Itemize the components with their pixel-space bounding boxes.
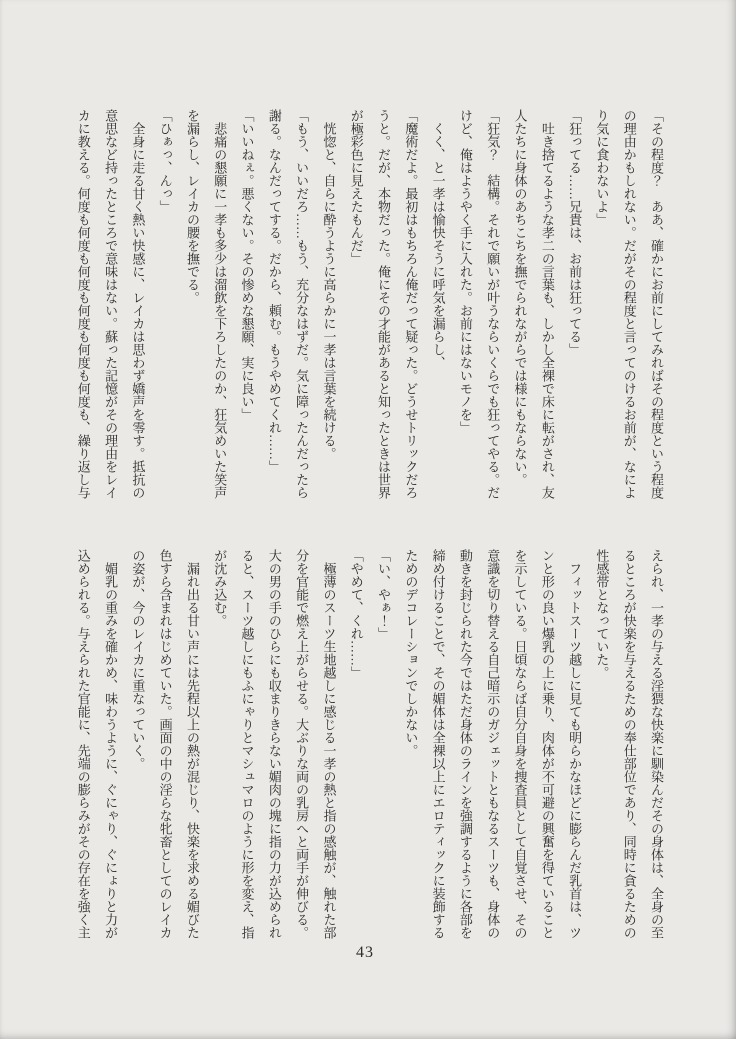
paragraph: フィットスーツ越しに見ても明らかなほどに膨らんだ乳首は、ツンと形の良い爆乳の上に乗り、肉体が不可避の興奮を得ていることを示している。日頃ならば自分自身を捜査員として自覚させ、その意識を切り替える自己暗示のガジェットともなるスーツも、身体の動きを封じられた今ではただ身体のラインを強調するように各部を締め付けることで、その媚体は全裸以上にエロティックに装飾するためのデコレーションでしかない。 (403, 549, 583, 939)
paragraph: 恍惚と、自らに酔うように高らかに一孝は言葉を続ける。 (321, 122, 337, 460)
paragraph: 「狂気？ 結構。それで願いが叶うならいくらでも狂ってやる。だけど、俺はようやく手に入れた。お前にはないモノを」 (457, 109, 501, 499)
paragraph: 「ひぁっ、んっ」 (157, 109, 173, 213)
paragraph: 「いいねぇ。悪くない。その惨めな懇願、実に良い」 (239, 109, 255, 421)
text-block-top (66, 109, 670, 500)
paragraph: 「やめて、くれ……」 (348, 549, 364, 679)
paragraph: 「狂ってる……兄貴は、お前は狂ってる」 (567, 109, 583, 356)
paragraph: 「その程度？ ああ、確かにお前にしてみればその程度という程度の理由かもしれない。だがその程度と言ってのけるお前が、なにより気に食わないよ」 (594, 109, 664, 499)
paragraph: 極薄のスーツ生地越しに感じる一孝の熱と指の感触が、触れた部分を官能で燃え上がらせる。大ぶりな両の乳房へと両手が伸びる。大の男の手のひらにも収まりきらない媚肉の塊に指の力が込められると、スーツ越しにもふにゃりとマシュマロのように形を変え、指が沈み込む。 (212, 549, 337, 939)
text-block-bottom (66, 549, 670, 940)
paragraph: 悲痛の懇願に一孝も多少は溜飲を下ろしたのか、狂気めいた笑声を漏らし、レイカの腰を撫でる。 (184, 109, 228, 499)
paragraph: 「魔術だよ。最初はもちろん俺だって疑った。どうせトリックだろうと。だが、本物だった。俺にその才能があると知ったときは世界が極彩色に見えたもんだ」 (348, 109, 419, 499)
paragraph: えられ、一孝の与える淫猥な快楽に馴染んだその身体は、全身の至るところが快楽を与えるための奉仕部位であり、同時に貪るための性感帯となっていた。 (594, 549, 664, 939)
paragraph: 「い、やぁ！」 (376, 549, 392, 640)
paragraph: 「もう、いいだろ……もう、充分なはずだ。気に障ったんだったら謝る。なんだってする。だから、頼む。もうやめてくれ……」 (266, 109, 310, 499)
paragraph: 漏れ出る甘い声には先程以上の熱が混じり、快楽を求める媚びた色すら含まれはじめていた。画面の中の淫らな牝畜としてのレイカの姿が、今のレイカに重なっていく。 (130, 549, 200, 939)
paragraph: 吐き捨てるような孝二の言葉も、しかし全裸で床に転がされ、友人たちに身体のあちこちを撫でられながらでは様にもならない。 (512, 109, 555, 499)
paragraph: 全身に走る甘く熱い快感に、レイカは思わず嬌声を零す。抵抗の意思など持ったところで意味はない。蘇った記憶がその理由をレイカに教える。何度も何度も何度も何度も何度も何度も、繰り返し与 (75, 109, 146, 499)
paragraph: くく、と一孝は愉快そうに呼気を漏らし、 (430, 122, 446, 369)
paragraph: 媚乳の重みを確かめ、味わうように、ぐにゃり、ぐにょりと力が込められる。与えられた官能に、先端の膨らみがその存在を強く主 (75, 549, 119, 939)
page-number: 43 (356, 944, 374, 961)
